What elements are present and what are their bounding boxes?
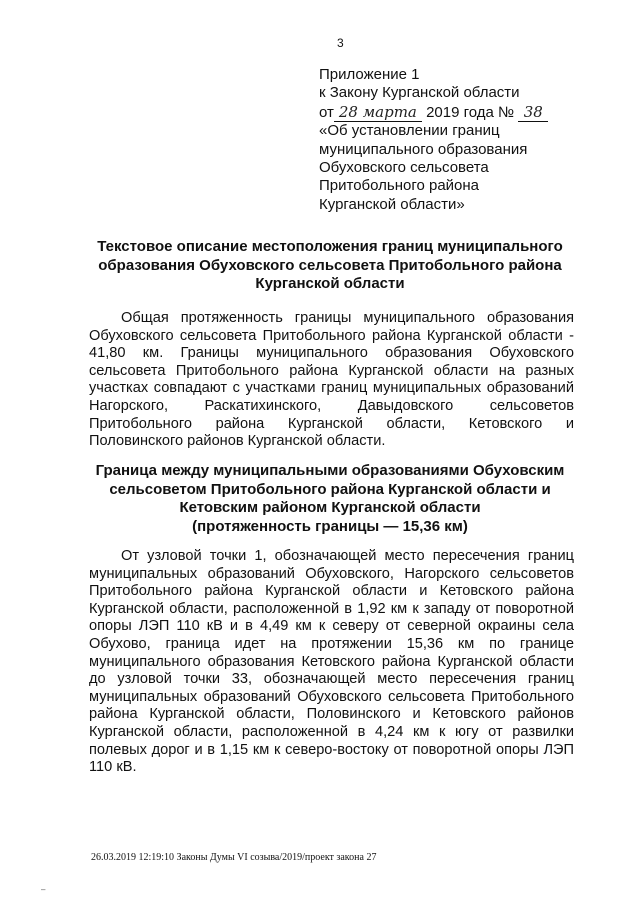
appendix-law-title-3: Обуховского сельсовета (319, 159, 489, 177)
page-number: 3 (337, 36, 344, 50)
document-footer: 26.03.2019 12:19:10 Законы Думы VI созыва/2019/проект закона 27 (91, 852, 377, 863)
appendix-block (319, 66, 548, 214)
paragraph-boundary-description: От узловой точки 1, обозначающей место пересечения границ муниципальных образований Обуховского, Нагорского сельсоветов Притобольного района Курганской области и Кетовского района Курганской области, расположенной в 1,92 км к западу от поворотной опоры ЛЭП 110 кВ и в 4,49 км к северу от северной окраины села Обухово, граница идет на протяжении 15,36 км по границе муниципального образования Кетовского района Курганской области до узловой точки 33, обозначающей место пересечения границ муниципальных образований Обуховского сельсовета Притобольного района Курганской области, Половинского и Кетовского районов Курганской области, расположенной в 4,24 км к югу от развилки полевых дорог и в 1,15 км к северо-востоку от поворотной опоры ЛЭП 110 кВ. (89, 548, 574, 776)
handwritten-date: 28 марта (334, 103, 422, 122)
year-text: 2019 года № (426, 103, 515, 121)
appendix-date-line (319, 103, 548, 122)
appendix-law-title-5: Курганской области» (319, 195, 465, 213)
appendix-law-ref: к Закону Курганской области (319, 84, 520, 102)
date-prefix: от (319, 103, 334, 121)
section-heading-boundary (75, 462, 585, 536)
paragraph-total-length: Общая протяженность границы муниципального образования Обуховского сельсовета Притобольного района Курганской области - 41,80 км. Границы муниципального образования Обуховского сельсовета Притобольного района Курганской области на разных участках совпадают с участками границ муниципальных образований Нагорского, Раскатихинского, Давыдовского сельсоветов Притобольного района Курганской области, Кетовского и Половинского районов Курганской области. (89, 310, 574, 450)
appendix-law-title-2: муниципального образования (319, 140, 528, 158)
boundary-heading-text: Граница между муниципальными образованиями Обуховским сельсоветом Притобольного района Курганской области и Кетовским районом Курганской области (95, 462, 565, 516)
appendix-law-title-1: «Об установлении границ (319, 122, 500, 140)
corner-mark: – (41, 885, 46, 894)
boundary-length: (протяженность границы — 15,36 км) (192, 517, 468, 535)
appendix-law-title-4: Притобольного района (319, 177, 480, 195)
section-heading-description: Текстовое описание местоположения границ муниципального образования Обуховского сельсовета Притобольного района Курганской области (97, 238, 563, 292)
handwritten-number: 38 (518, 103, 548, 122)
appendix-title: Приложение 1 (319, 66, 420, 83)
